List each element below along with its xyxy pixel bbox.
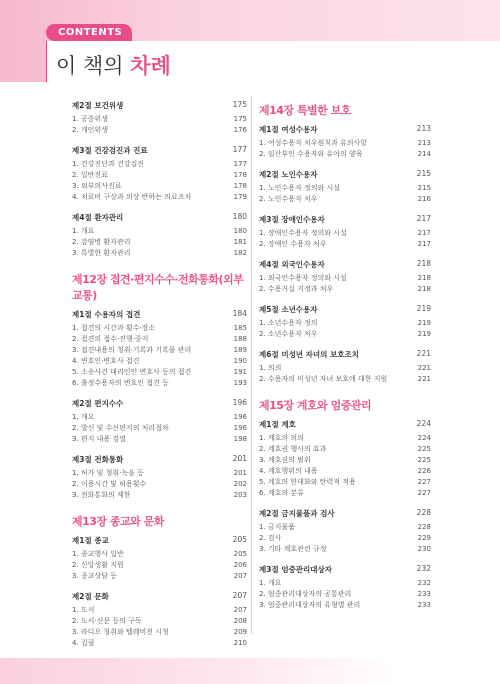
item-title: 3. 종교상담 등 (72, 572, 117, 580)
section-title: 제2절 노인수용자 (259, 170, 318, 179)
page-number: 180 (232, 212, 247, 221)
toc-item (72, 159, 247, 170)
toc-item (72, 345, 247, 356)
item-title: 4. 집필 (72, 639, 95, 647)
page-number: 196 (233, 424, 247, 432)
page-number: 224 (417, 434, 431, 442)
page-number: 206 (233, 561, 247, 569)
toc-item (72, 181, 247, 192)
page-number: 226 (417, 467, 431, 475)
item-title: 2. 검사 (259, 534, 282, 542)
section-heading (259, 214, 431, 225)
toc-item (72, 468, 247, 479)
section-heading (259, 419, 431, 430)
toc-item (72, 412, 247, 423)
section-title: 제1절 여성수용자 (259, 125, 318, 134)
section-heading (72, 535, 247, 546)
toc-item (72, 638, 247, 649)
section-heading (259, 304, 431, 315)
item-title: 2. 노인수용자 처우 (259, 195, 318, 203)
page-number: 229 (417, 534, 431, 542)
item-title: 2. 접견의 접수·진행·중지 (72, 335, 149, 343)
toc-item (72, 334, 247, 345)
item-title: 3. 외부의사진료 (72, 182, 122, 190)
item-title: 1. 개요 (72, 413, 95, 421)
item-title: 2. 개인위생 (72, 126, 108, 134)
page-title (56, 50, 171, 80)
toc-item (259, 600, 431, 611)
title-accent: 차례 (130, 54, 171, 78)
page-number: 181 (233, 238, 247, 246)
item-title: 2. 도서·신문 등의 구독 (72, 617, 142, 625)
column-divider (251, 96, 252, 634)
section-title: 제3절 건강검진과 진료 (72, 146, 148, 155)
item-title: 6. 출정수용자의 변호인 접견 등 (72, 379, 169, 387)
section-heading (259, 564, 431, 575)
contents-label: CONTENTS (46, 24, 132, 41)
item-title: 2. 이용시간 및 허용횟수 (72, 480, 147, 488)
item-title: 3. 엄중관리대상자의 유형별 관리 (259, 601, 361, 609)
toc-item (72, 434, 247, 445)
toc-item (259, 466, 431, 477)
toc-item (259, 149, 431, 160)
item-title: 2. 계호권 행사의 효과 (259, 445, 327, 453)
page-number: 232 (416, 564, 431, 573)
toc-item (259, 455, 431, 466)
page-number: 214 (417, 150, 431, 158)
item-title: 3. 계호권의 범위 (259, 456, 311, 464)
page-number: 205 (233, 550, 247, 558)
chapter-heading: 제13장 종교와 문화 (72, 515, 164, 528)
toc-item (72, 627, 247, 638)
toc-item (259, 477, 431, 488)
page-number: 188 (233, 335, 247, 343)
toc-item (259, 589, 431, 600)
toc-item (259, 194, 431, 205)
item-title: 4. 계호행위의 내용 (259, 467, 318, 475)
item-title: 2. 신앙생활 지원 (72, 561, 124, 569)
page-number: 221 (417, 375, 431, 383)
item-title: 3. 편지 내용 검열 (72, 435, 126, 443)
toc-item (72, 114, 247, 125)
page-number: 191 (233, 368, 247, 376)
toc-item (259, 183, 431, 194)
page-number: 218 (417, 274, 431, 282)
section-title: 제6절 미성년 자녀의 보호조치 (259, 350, 359, 359)
page-number: 207 (233, 572, 247, 580)
section-heading (259, 124, 431, 135)
toc-item (259, 329, 431, 340)
title-plain: 이 책의 (56, 54, 131, 78)
page-number: 193 (233, 379, 247, 387)
section-heading (72, 454, 247, 465)
page-number: 209 (233, 628, 247, 636)
item-title: 1. 금지물품 (259, 523, 295, 531)
toc-item (72, 378, 247, 389)
toc-item (259, 374, 431, 385)
toc-item (72, 323, 247, 334)
item-title: 1. 노인수용자 정의와 시설 (259, 184, 340, 192)
page-number: 205 (232, 535, 247, 544)
page-number: 190 (233, 357, 247, 365)
page-number: 216 (417, 195, 431, 203)
title-rule (46, 41, 47, 82)
page-number: 213 (416, 124, 431, 133)
page-number: 230 (417, 545, 431, 553)
item-title: 1. 접견의 시간과 횟수·장소 (72, 324, 156, 332)
item-title: 3. 기타 계호관련 규정 (259, 545, 327, 553)
section-heading (72, 212, 247, 223)
page-number: 207 (232, 591, 247, 600)
section-heading (259, 349, 431, 360)
item-title: 1. 개요 (72, 227, 95, 235)
page-number: 177 (232, 145, 247, 154)
section-heading (72, 309, 247, 320)
item-title: 2. 수용자의 미성년 자녀 보호에 대한 지원 (259, 375, 388, 383)
item-title: 3. 접견내용의 청취·기록과 기록물 관리 (72, 346, 192, 354)
toc-item (259, 522, 431, 533)
toc-item (72, 571, 247, 582)
toc-item (259, 533, 431, 544)
section-heading (259, 169, 431, 180)
page-number: 203 (233, 491, 247, 499)
page-number: 201 (232, 454, 247, 463)
item-title: 4. 치료비 구상과 의상 반하는 의료조치 (72, 193, 192, 201)
toc-item (72, 423, 247, 434)
page-number: 221 (417, 364, 431, 372)
page-number: 232 (417, 579, 431, 587)
page-number: 219 (417, 330, 431, 338)
page-number: 217 (417, 229, 431, 237)
chapter-heading: 제14장 특별한 보호 (259, 104, 351, 117)
toc-item (72, 479, 247, 490)
item-title: 1. 종교행사 일반 (72, 550, 124, 558)
chapter-heading: 제15장 계호와 엄중관리 (259, 399, 372, 412)
item-title: 5. 소송사건 대리인인 변호사 등의 접견 (72, 368, 192, 376)
item-title: 2. 일반진료 (72, 171, 108, 179)
item-title: 1. 개요 (259, 579, 282, 587)
toc-item (259, 138, 431, 149)
toc-item (259, 578, 431, 589)
section-title: 제2절 보건위생 (72, 101, 124, 110)
toc-right-column (259, 100, 431, 611)
page-number: 196 (232, 398, 247, 407)
section-title: 제2절 문화 (72, 592, 109, 601)
section-heading (72, 591, 247, 602)
page-number: 217 (416, 214, 431, 223)
page-number: 176 (233, 126, 247, 134)
toc-item (259, 444, 431, 455)
item-title: 1. 외국인수용자 정의와 시설 (259, 274, 347, 282)
section-title: 제1절 수용자의 접견 (72, 310, 141, 319)
item-title: 6. 계호의 분류 (259, 489, 304, 497)
page-number: 178 (233, 182, 247, 190)
page-number: 196 (233, 413, 247, 421)
toc-item (259, 273, 431, 284)
page-number: 224 (416, 419, 431, 428)
page-number: 233 (417, 590, 431, 598)
item-title: 2. 임산부인 수용자와 유아의 양육 (259, 150, 363, 158)
item-title: 2. 발신 및 수신편지의 처리절차 (72, 424, 169, 432)
item-title: 1. 소년수용자 정의 (259, 319, 318, 327)
toc-item (72, 192, 247, 203)
toc-item (72, 549, 247, 560)
item-title: 1. 도서 (72, 606, 95, 614)
item-title: 1. 건강진단과 건강검진 (72, 160, 144, 168)
page-number: 175 (232, 100, 247, 109)
section-title: 제3절 장애인수용자 (259, 215, 325, 224)
section-title: 제3절 전화통화 (72, 455, 124, 464)
section-title: 제1절 계호 (259, 420, 296, 429)
page-number: 215 (417, 184, 431, 192)
section-title: 제4절 환자관리 (72, 213, 124, 222)
page-number: 219 (417, 319, 431, 327)
page-number: 228 (417, 523, 431, 531)
section-heading (72, 145, 247, 156)
toc-item (72, 560, 247, 571)
item-title: 2. 소년수용자 처우 (259, 330, 318, 338)
section-heading (259, 259, 431, 270)
page-number: 217 (417, 240, 431, 248)
toc-item (72, 248, 247, 259)
page-number: 177 (233, 160, 247, 168)
toc-item (72, 125, 247, 136)
item-title: 1. 허가 및 청취·녹음 등 (72, 469, 144, 477)
toc-item (72, 170, 247, 181)
toc-item (259, 318, 431, 329)
page-number: 202 (233, 480, 247, 488)
toc-item (72, 367, 247, 378)
page-number: 233 (417, 601, 431, 609)
page-number: 215 (416, 169, 431, 178)
item-title: 3. 전화통화의 제한 (72, 491, 131, 499)
toc-item (259, 239, 431, 250)
item-title: 3. 특별한 환자관리 (72, 249, 131, 257)
item-title: 1. 계호의 의의 (259, 434, 304, 442)
page-number: 210 (233, 639, 247, 647)
page-number: 218 (416, 259, 431, 268)
item-title: 3. 라디오 청취와 텔레비전 시청 (72, 628, 169, 636)
page-number: 178 (233, 171, 247, 179)
toc-item (259, 228, 431, 239)
toc-item (72, 605, 247, 616)
section-heading (72, 398, 247, 409)
page-number: 213 (417, 139, 431, 147)
toc-item (259, 433, 431, 444)
toc-item (259, 488, 431, 499)
page-number: 198 (233, 435, 247, 443)
page-number: 207 (233, 606, 247, 614)
footer-band (0, 658, 500, 684)
page-number: 189 (233, 346, 247, 354)
section-title: 제4절 외국인수용자 (259, 260, 325, 269)
toc-item (259, 284, 431, 295)
item-title: 1. 공중위생 (72, 115, 108, 123)
section-title: 제3절 엄중관리대상자 (259, 565, 333, 574)
item-title: 2. 수용거실 지정과 처우 (259, 285, 334, 293)
item-title: 5. 계호의 한대화와 탄력적 적용 (259, 478, 356, 486)
page-number: 227 (417, 478, 431, 486)
page-number: 175 (233, 115, 247, 123)
section-heading (259, 508, 431, 519)
page-number: 227 (417, 489, 431, 497)
toc-item (72, 616, 247, 627)
toc-item (259, 363, 431, 374)
section-title: 제1절 종교 (72, 536, 109, 545)
item-title: 1. 의의 (259, 364, 282, 372)
toc-left-column (72, 100, 247, 649)
section-title: 제2절 금지물품과 검사 (259, 509, 335, 518)
section-title: 제5절 소년수용자 (259, 305, 318, 314)
page-number: 184 (232, 309, 247, 318)
page-number: 225 (417, 456, 431, 464)
section-heading (72, 100, 247, 111)
page-number: 185 (233, 324, 247, 332)
chapter-heading: 제12장 접견·편지수수·전화통화(외부교통) (72, 273, 244, 302)
toc-item (72, 226, 247, 237)
page-number: 179 (233, 193, 247, 201)
page-number: 219 (416, 304, 431, 313)
item-title: 2. 장애인 수용자 처우 (259, 240, 327, 248)
page-number: 228 (416, 508, 431, 517)
item-title: 1. 여성수용자 처우원칙과 유의사항 (259, 139, 368, 147)
item-title: 2. 감염병 환자관리 (72, 238, 131, 246)
page-number: 218 (417, 285, 431, 293)
page-number: 221 (416, 349, 431, 358)
page-number: 180 (233, 227, 247, 235)
page-number: 182 (233, 249, 247, 257)
page-number: 201 (233, 469, 247, 477)
item-title: 4. 변호인·변호사 접견 (72, 357, 140, 365)
page-number: 208 (233, 617, 247, 625)
toc-item (259, 544, 431, 555)
page-number: 225 (417, 445, 431, 453)
toc-item (72, 237, 247, 248)
item-title: 2. 엄중관리대상자의 공통관리 (259, 590, 352, 598)
toc-item (72, 356, 247, 367)
section-title: 제2절 편지수수 (72, 399, 124, 408)
toc-item (72, 490, 247, 501)
item-title: 1. 장애인수용자 정의와 시설 (259, 229, 347, 237)
